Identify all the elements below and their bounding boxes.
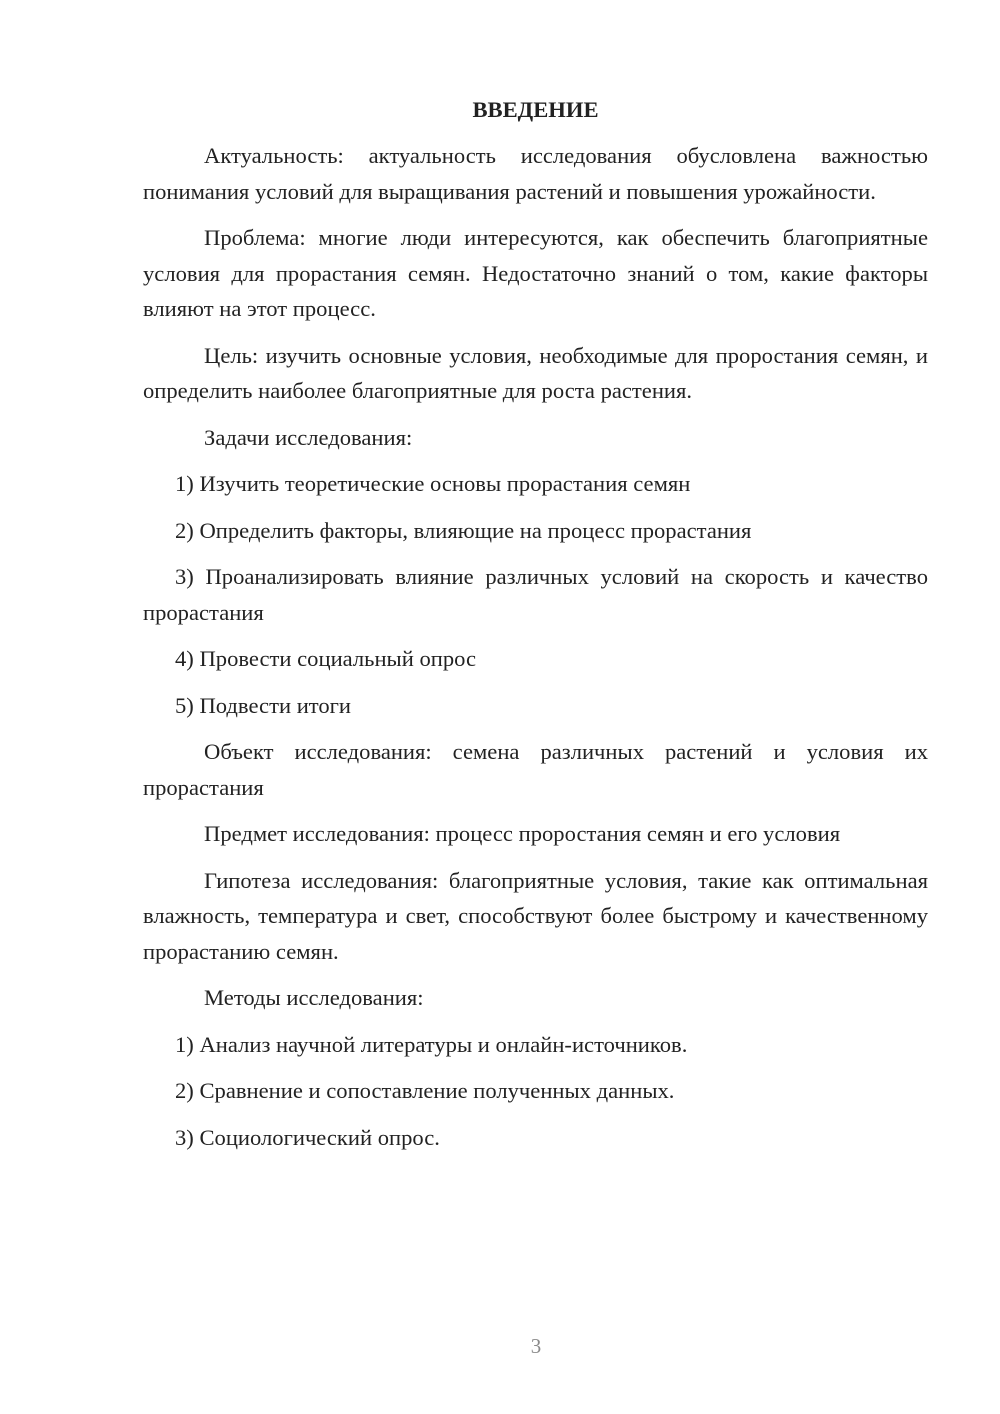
hypothesis-paragraph: Гипотеза исследования: благоприятные условия, такие как оптимальная влажность, температура и свет, способствуют более быстрому и качественному прорастанию семян.	[143, 867, 928, 964]
task-item: 1) Изучить теоретические основы прорастания семян	[175, 471, 691, 496]
relevance-paragraph: Актуальность: актуальность исследования обусловлена важностью понимания условий для выращивания растений и повышения урожайности.	[143, 143, 928, 204]
task-item: 4) Провести социальный опрос	[175, 646, 477, 671]
method-item: 3) Социологический опрос.	[175, 1124, 440, 1150]
task-item: 5) Подвести итоги	[175, 692, 352, 718]
subject-paragraph: Предмет исследования: процесс проростания семян и его условия	[204, 821, 841, 846]
object-paragraph: Объект исследования: семена различных растений и условия их прорастания	[143, 739, 928, 800]
page-number: 3	[530, 1334, 542, 1358]
task-item: 2) Определить факторы, влияющие на процесс прорастания	[175, 517, 752, 543]
tasks-heading: Задачи исследования:	[204, 424, 413, 450]
task-item: 3) Проанализировать влияние различных условий на скорость и качество прорастания	[143, 564, 928, 625]
goal-paragraph: Цель: изучить основные условия, необходимые для проростания семян, и определить наиболее благоприятные для роста растения.	[143, 342, 928, 403]
document-body	[143, 92, 928, 1166]
problem-paragraph: Проблема: многие люди интересуются, как обеспечить благоприятные условия для прорастания семян. Недостаточно знаний о том, какие факторы влияют на этот процесс.	[143, 225, 928, 321]
method-item: 1) Анализ научной литературы и онлайн-источников.	[175, 1031, 688, 1057]
section-title: ВВЕДЕНИЕ	[472, 97, 599, 122]
method-item: 2) Сравнение и сопоставление полученных данных.	[175, 1078, 675, 1103]
methods-heading: Методы исследования:	[204, 985, 424, 1010]
